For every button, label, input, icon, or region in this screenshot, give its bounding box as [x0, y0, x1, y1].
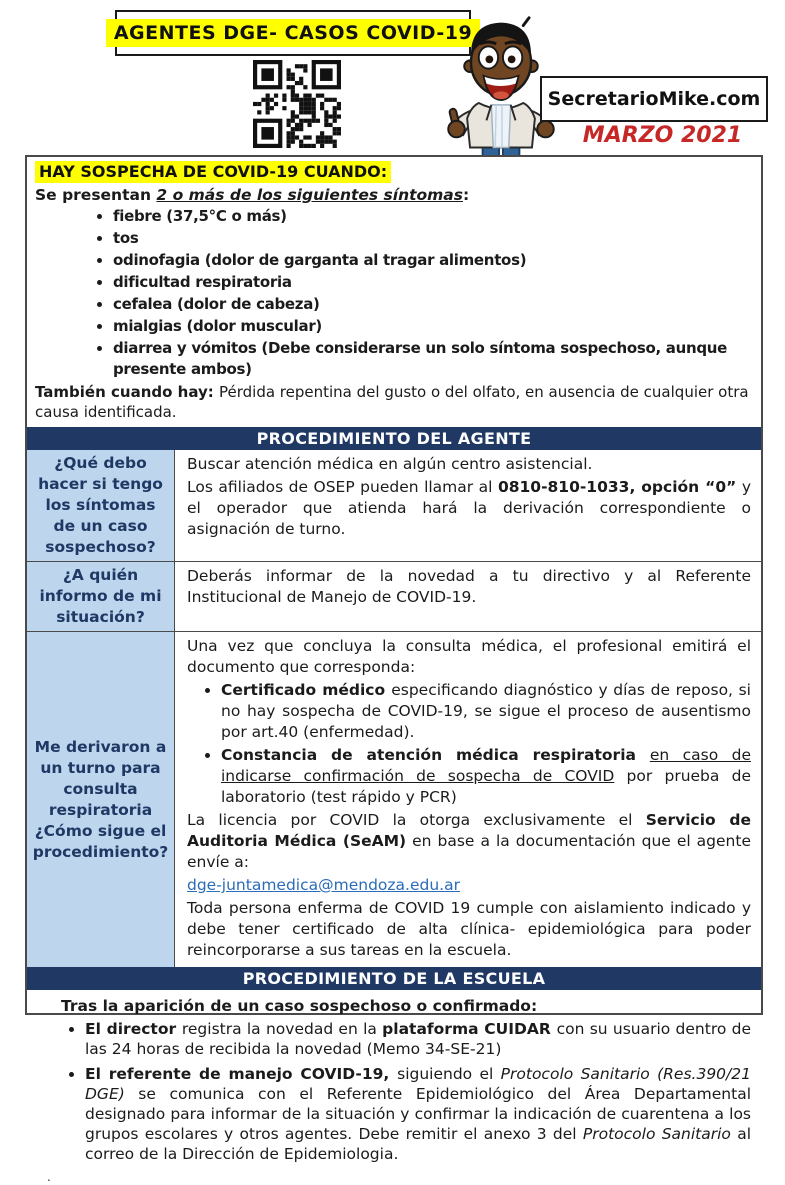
agent-procedure-header: PROCEDIMIENTO DEL AGENTE [27, 427, 761, 450]
answer-paragraph: Los afiliados de OSEP pueden llamar al 0810-810-1033, opción “0” y el operador que atienda hará la derivación correspondiente o asignación de turno. [187, 478, 751, 538]
agent-answer-cell [175, 632, 761, 967]
date-label: MARZO 2021 [582, 123, 743, 148]
list-item: • tos [113, 228, 753, 249]
school-procedure-header: PROCEDIMIENTO DE LA ESCUELA [27, 967, 761, 990]
list-item: • Certificado médico especificando diagnóstico y días de reposo, si no hay sospecha de COVID-19, se sigue el proceso de ausentismo por art.40 (enfermedad). [221, 680, 751, 743]
agent-question-cell: ¿A quién informo de mi situación? [27, 562, 175, 631]
agent-question-cell: Me derivaron a un turno para consulta respiratoria ¿Cómo sigue el procedimiento? [27, 632, 175, 967]
list-item: • mialgias (dolor muscular) [113, 316, 753, 337]
answer-paragraph: Una vez que concluya la consulta médica, el profesional emitirá el documento que corresponda: [187, 637, 751, 676]
agent-table [27, 450, 761, 967]
agent-answer-cell [175, 450, 761, 561]
symptom-list [35, 206, 753, 380]
website-label: SecretarioMike.com [547, 88, 761, 110]
suspect-intro [35, 185, 753, 205]
also-paragraph: También cuando hay: Pérdida repentina del gusto o del olfato, en ausencia de cualquier otra causa identificada. [35, 383, 749, 421]
answer-paragraph: La licencia por COVID la otorga exclusivamente el Servicio de Auditoria Médica (SeAM) en base a la documentación que el agente envíe a: [187, 811, 752, 871]
suspect-intro-suffix: : [463, 186, 470, 204]
qr-code-icon [253, 60, 341, 148]
footer-mark: . [47, 1170, 51, 1184]
list-item: • odinofagia (dolor de garganta al tragar alimentos) [113, 250, 753, 271]
document-title-box [115, 10, 471, 56]
list-item: • diarrea y vómitos (Debe considerarse un solo síntoma sospechoso, aunque presente ambos) [113, 338, 753, 380]
email-link[interactable]: dge-juntamedica@mendoza.edu.ar [187, 876, 460, 894]
website-box [540, 76, 768, 122]
list-item: • cefalea (dolor de cabeza) [113, 294, 753, 315]
school-step-list [39, 1019, 751, 1164]
answer-paragraph: Deberás informar de la novedad a tu directivo y al Referente Institucional de Manejo de COVID-19. [187, 567, 751, 606]
table-row [27, 562, 761, 632]
content-box [25, 155, 763, 1184]
suspect-heading: HAY SOSPECHA DE COVID-19 CUANDO: [35, 161, 391, 183]
suspect-intro-underlined: 2 o más de los siguientes síntomas [156, 186, 463, 204]
suspect-intro-prefix: Se presentan [35, 186, 157, 204]
list-item: • El director registra la novedad en la plataforma CUIDAR con su usuario dentro de las 24 horas de recibida la novedad (Memo 34-SE-21) [85, 1019, 751, 1059]
document-title: AGENTES DGE- CASOS COVID-19 [106, 19, 480, 47]
table-row [27, 632, 761, 967]
list-item: • El referente de manejo COVID-19, siguiendo el Protocolo Sanitario (Res.390/21 DGE) se comunica con el Referente Epidemiológico del Área Departamental designado para informar de la situación y confirmar la indicación de cuarentena a los grupos escolares y otros agentes. Debe remitir el anexo 3 del Protocolo Sanitario al correo de la Dirección de Epidemiologia. [85, 1064, 751, 1164]
school-intro: Tras la aparición de un caso sospechoso o confirmado: [61, 997, 538, 1015]
document-type-list [187, 680, 751, 808]
answer-paragraph: Toda persona enferma de COVID 19 cumple con aislamiento indicado y debe tener certificado de alta clínica- epidemiológica para poder reincorporarse a sus tareas en la escuela. [187, 899, 751, 959]
answer-paragraph: Buscar atención médica en algún centro asistencial. [187, 455, 593, 473]
list-item: • Constancia de atención médica respiratoria en caso de indicarse confirmación de sospecha de COVID por prueba de laboratorio (test rápido y PCR) [221, 745, 751, 808]
agent-question-cell: ¿Qué debo hacer si tengo los síntomas de un caso sospechoso? [27, 450, 175, 561]
table-row [27, 450, 761, 562]
suspect-section [27, 157, 761, 427]
list-item: • fiebre (37,5°C o más) [113, 206, 753, 227]
agent-answer-cell [175, 562, 761, 631]
school-section [27, 990, 761, 1185]
email-paragraph [187, 875, 751, 896]
list-item: • dificultad respiratoria [113, 272, 753, 293]
